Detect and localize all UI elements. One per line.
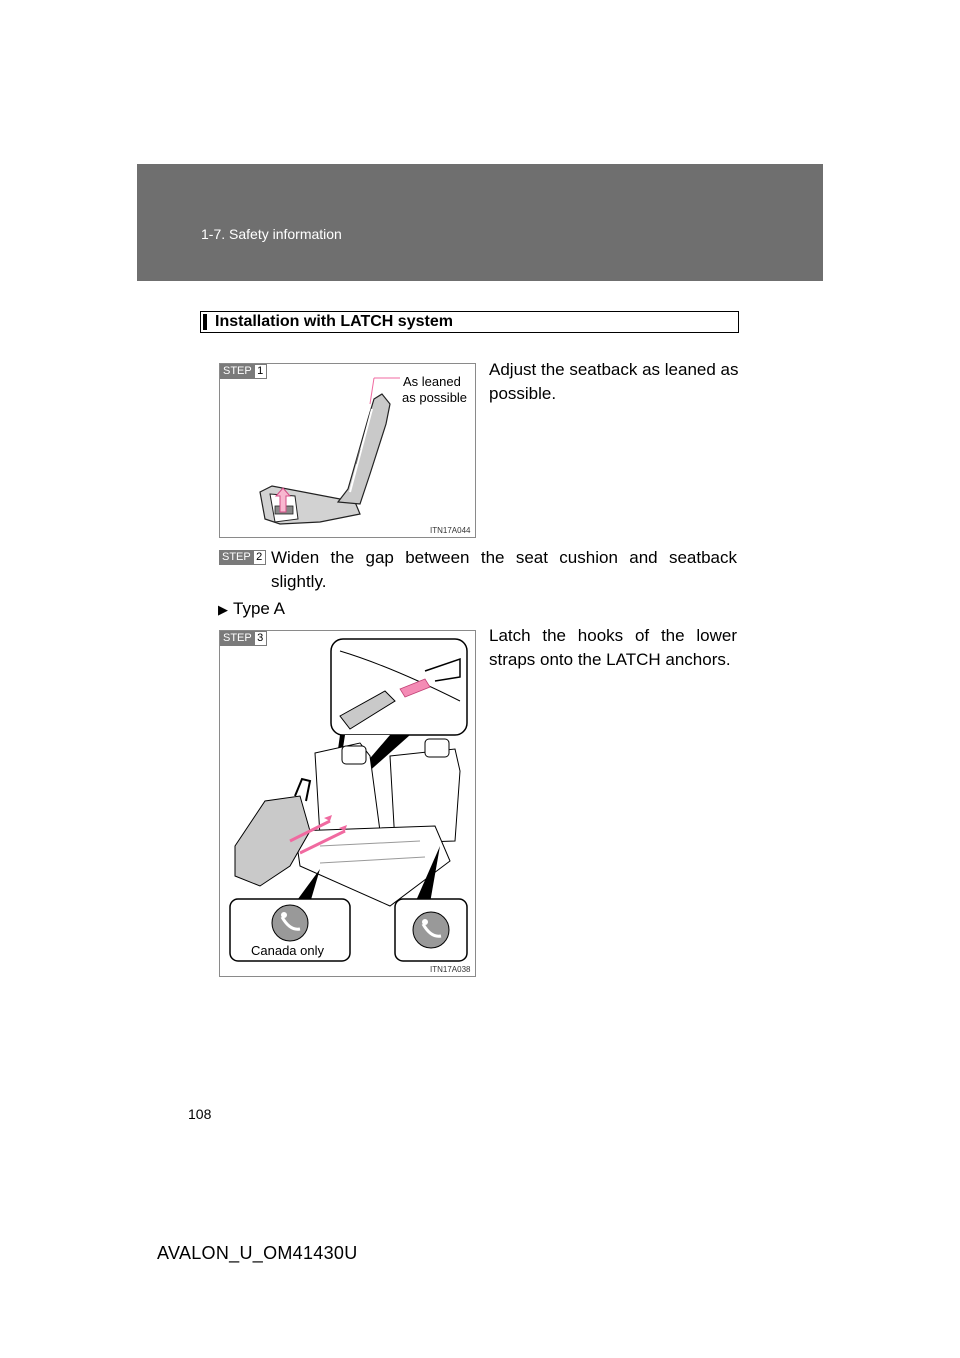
heading-marker (203, 314, 207, 330)
header-band (137, 164, 823, 281)
document-footer: AVALON_U_OM41430U (157, 1243, 358, 1263)
step3-text-line2: straps onto the LATCH anchors. (489, 650, 731, 669)
child-seat-anchor-icon-2 (413, 912, 449, 948)
step2-text-line2: slightly. (271, 572, 327, 591)
child-seat-anchor-icon (272, 905, 308, 941)
pointer-icon: ▶ (218, 602, 228, 617)
step3-text-line1: Latch the hooks of the lower (489, 626, 737, 645)
section-title: 1-7. Safety information (201, 226, 342, 242)
step1-badge: STEP 1 (220, 364, 267, 379)
figure1-callout-line1: As leaned (403, 374, 461, 389)
figure2-code: ITN17A038 (430, 965, 471, 974)
step1-text: Adjust the seatback as leaned as possible. (489, 360, 739, 403)
type-label: Type A (233, 599, 285, 618)
step3-badge: STEP 3 (220, 631, 267, 646)
latch-illustration (220, 631, 477, 978)
page-number: 108 (188, 1106, 212, 1122)
canada-only-label: Canada only (251, 943, 324, 958)
step2-text-line1: Widen the gap between the seat cushion and seatback (271, 548, 737, 567)
figure1-code: ITN17A044 (430, 526, 471, 535)
type-label-row (218, 597, 285, 622)
figure-seat-recline (219, 363, 476, 538)
section-heading-box (200, 311, 739, 333)
section-heading: Installation with LATCH system (215, 313, 453, 330)
step2-badge: STEP 2 (219, 550, 266, 565)
figure-latch-anchors (219, 630, 476, 977)
figure1-callout-line2: as possible (402, 390, 468, 405)
